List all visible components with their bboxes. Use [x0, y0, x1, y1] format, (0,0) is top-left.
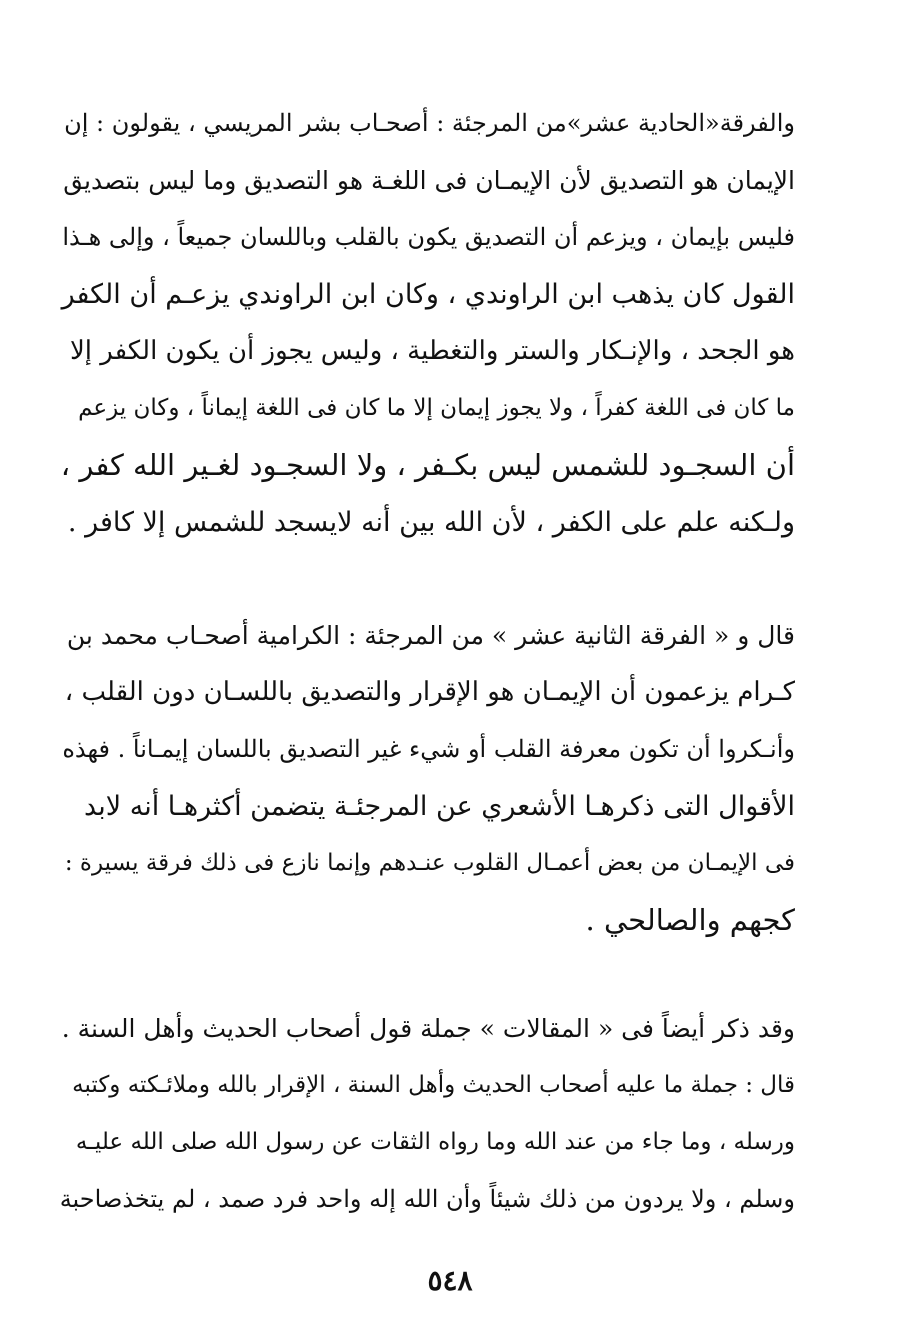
- text-line: ولـكنه علم على الكفر ، لأن الله بين أنه لايسجد للشمس إلا كافر .: [67, 507, 795, 538]
- text-line: والفرقة«الحادية عشر»من المرجئة : أصحـاب بشر المريسي ، يقولون : إن: [64, 109, 795, 137]
- text-line: هو الجحد ، والإنـكار والستر والتغطية ، وليس يجوز أن يكون الكفر إلا: [69, 336, 795, 366]
- text-line: الأقوال التى ذكرهـا الأشعري عن المرجئـة يتضمن أكثرهـا أنه لابد: [84, 791, 795, 822]
- text-line: ما كان فى اللغة كفراً ، ولا يجوز إيمان إلا ما كان فى اللغة إيماناً ، وكان يزعم: [78, 395, 795, 421]
- text-line: وقد ذكر أيضاً فى « المقالات » جملة قول أصحاب الحديث وأهل السنة .: [61, 1014, 795, 1043]
- text-line: الإيمان هو التصديق لأن الإيمـان فى اللغـة هو التصديق وما ليس بتصديق: [63, 166, 795, 195]
- text-line: قال و « الفرقة الثانية عشر » من المرجئة : الكرامية أصحـاب محمد بن: [66, 621, 795, 650]
- text-line: كجهم والصالحي .: [585, 903, 795, 937]
- page-number: ٥٤٨: [427, 1264, 473, 1297]
- text-line: قال : جملة ما عليه أصحاب الحديث وأهل السنة ، الإقرار بالله وملائـكته وكتبه: [72, 1072, 795, 1098]
- text-line: أن السجـود للشمس ليس بكـفر ، ولا السجـود لغـير الله كفر ،: [60, 448, 795, 482]
- text-line: القول كان يذهب ابن الراوندي ، وكان ابن الراوندي يزعـم أن الكفر: [61, 279, 795, 310]
- text-line: كـرام يزعمون أن الإيمـان هو الإقرار والتصديق باللسـان دون القلب ،: [64, 677, 795, 707]
- paragraph-ahl-al-hadith: [60, 1000, 795, 1228]
- text-line: وسلم ، ولا يردون من ذلك شيئاً وأن الله إله واحد فرد صمد ، لم يتخذصاحبة: [60, 1185, 795, 1213]
- text-line: فى الإيمـان من بعض أعمـال القلوب عنـدهم وإنما نازع فى ذلك فرقة يسيرة :: [64, 850, 795, 876]
- text-line: فليس بإيمان ، ويزعم أن التصديق يكون بالقلب وباللسان جميعاً ، وإلى هـذا: [62, 223, 795, 251]
- text-line: ورسله ، وما جاء من عند الله وما رواه الثقات عن رسول الله صلى الله عليـه: [75, 1129, 795, 1155]
- page-body: [60, 95, 795, 1298]
- paragraph-murjia-eleventh-sect: [60, 95, 795, 551]
- paragraph-murjia-twelfth-sect: [60, 607, 795, 949]
- text-line: وأنـكروا أن تكون معرفة القلب أو شيء غير التصديق باللسان إيمـاناً . فهذه: [62, 735, 795, 763]
